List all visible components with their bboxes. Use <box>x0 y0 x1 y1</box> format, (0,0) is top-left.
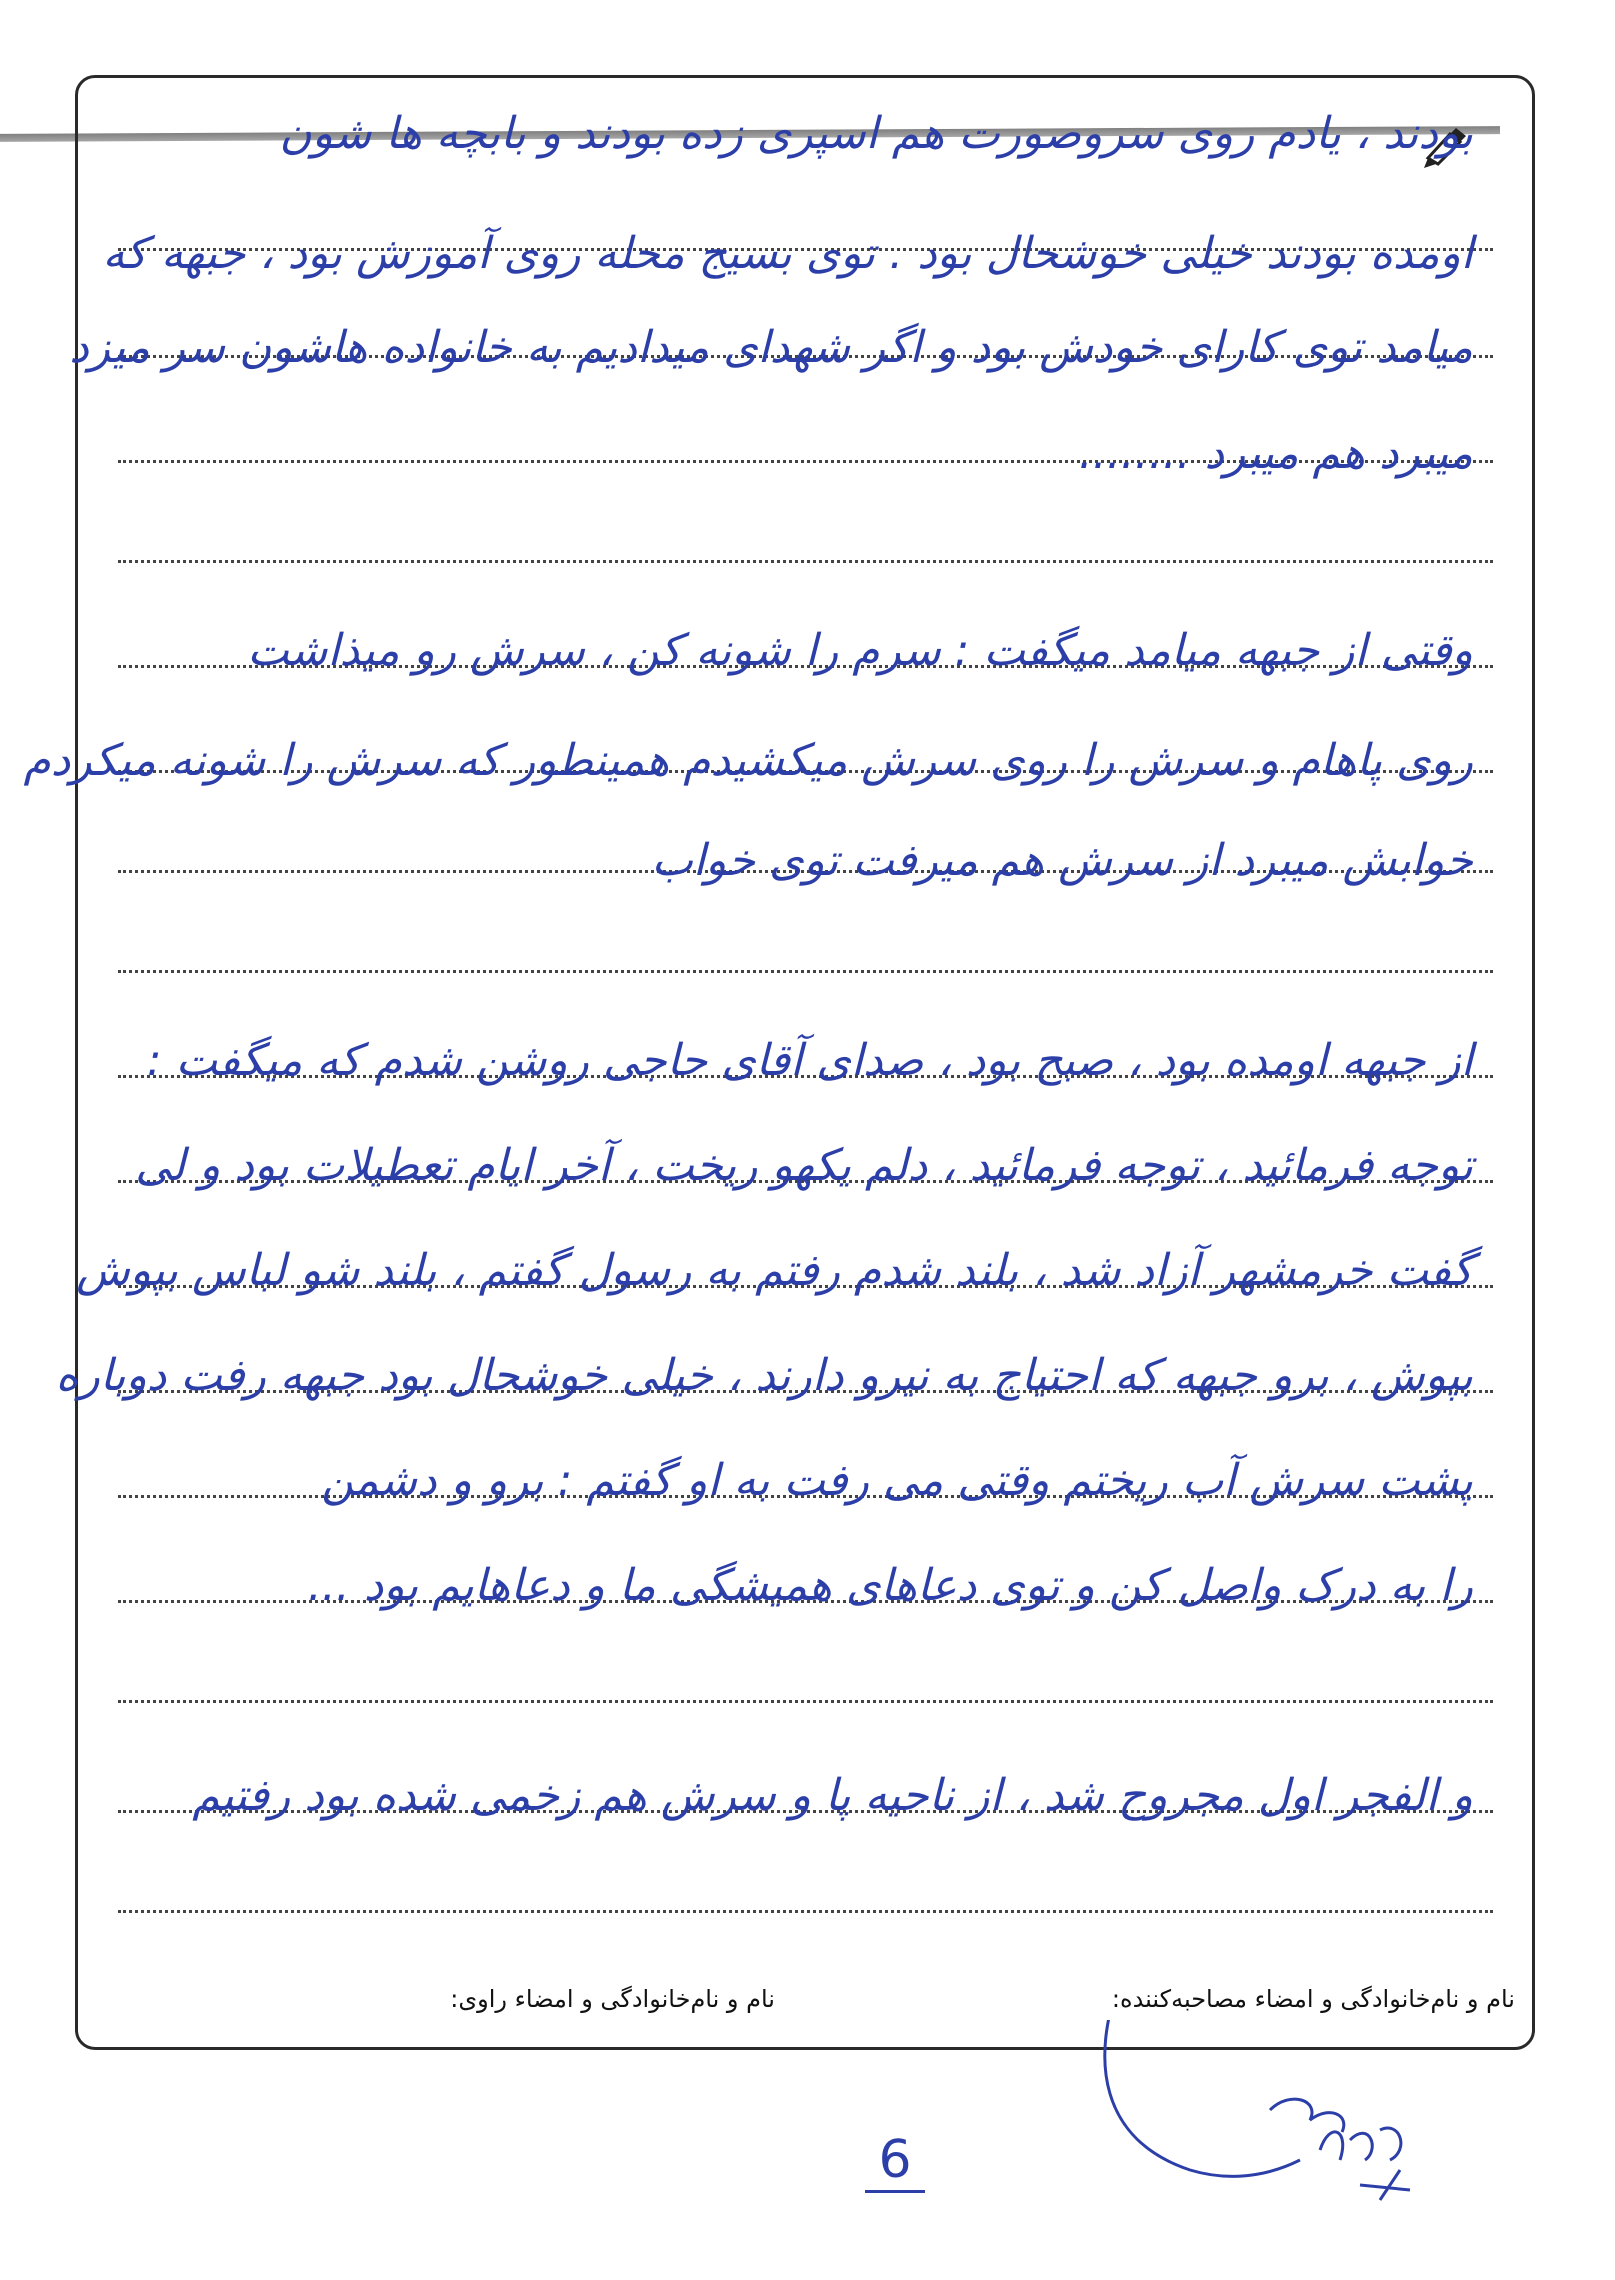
ruled-line <box>118 1700 1493 1703</box>
handwritten-line: روی پاهام و سرش را روی سرش میکشیدم همینطور که سرش را شونه میکردم <box>23 735 1473 786</box>
handwritten-line: توجه فرمائید ، توجه فرمائید ، دلم یکهو ریخت ، آخر ایام تعطیلات بود و لی <box>135 1140 1473 1191</box>
handwritten-line: پشت سرش آب ریختم وقتی می رفت به او گفتم : برو و دشمن <box>321 1455 1473 1506</box>
handwritten-line: از جبهه اومده بود ، صبح بود ، صدای آقای حاجی روشن شدم که میگفت : <box>146 1035 1473 1086</box>
ruled-line <box>118 970 1493 973</box>
handwritten-line: گفت خرمشهر آزاد شد ، بلند شدم رفتم به رسول گفتم ، بلند شو لباس بپوش <box>76 1245 1473 1296</box>
handwritten-line: میامد توی کارای خودش بود و اگر شهدای میدادیم به خانواده هاشون سر میزد <box>69 322 1473 373</box>
handwritten-line: بودند ، یادم روی سروصورت هم اسپری زده بودند و بابچه ها شون <box>279 108 1473 159</box>
page-number: 6 <box>865 2130 925 2193</box>
handwritten-line: میبرد هم میبرد ........ <box>1078 428 1473 479</box>
handwritten-line: بپوش ، برو جبهه که احتیاج به نیرو دارند ، خیلی خوشحال بود جبهه رفت دوباره <box>55 1350 1473 1401</box>
interviewer-signature-label: نام و نام‌خانوادگی و امضاء مصاحبه‌کننده: <box>1111 1985 1515 2013</box>
handwritten-line: و الفجر اول مجروح شد ، از ناحیه پا و سرش هم زخمی شده بود رفتیم <box>192 1770 1473 1821</box>
ruled-line <box>118 560 1493 563</box>
handwritten-line: وقتی از جبهه میامد میگفت : سرم را شونه کن ، سرش رو میذاشت <box>247 625 1473 676</box>
narrator-signature-label: نام و نام‌خانوادگی و امضاء راوی: <box>450 1985 775 2013</box>
handwritten-line: اومده بودند خیلی خوشحال بود . توی بسیج محله روی آموزش بود ، جبهه که <box>102 228 1473 279</box>
handwritten-line: خوابش میبرد از سرش هم میرفت توی خواب <box>651 835 1473 886</box>
signature <box>1080 2020 1440 2220</box>
ruled-line <box>118 1910 1493 1913</box>
handwritten-line: را به درک واصل کن و توی دعاهای همیشگی ما و دعاهایم بود ... <box>307 1560 1473 1611</box>
